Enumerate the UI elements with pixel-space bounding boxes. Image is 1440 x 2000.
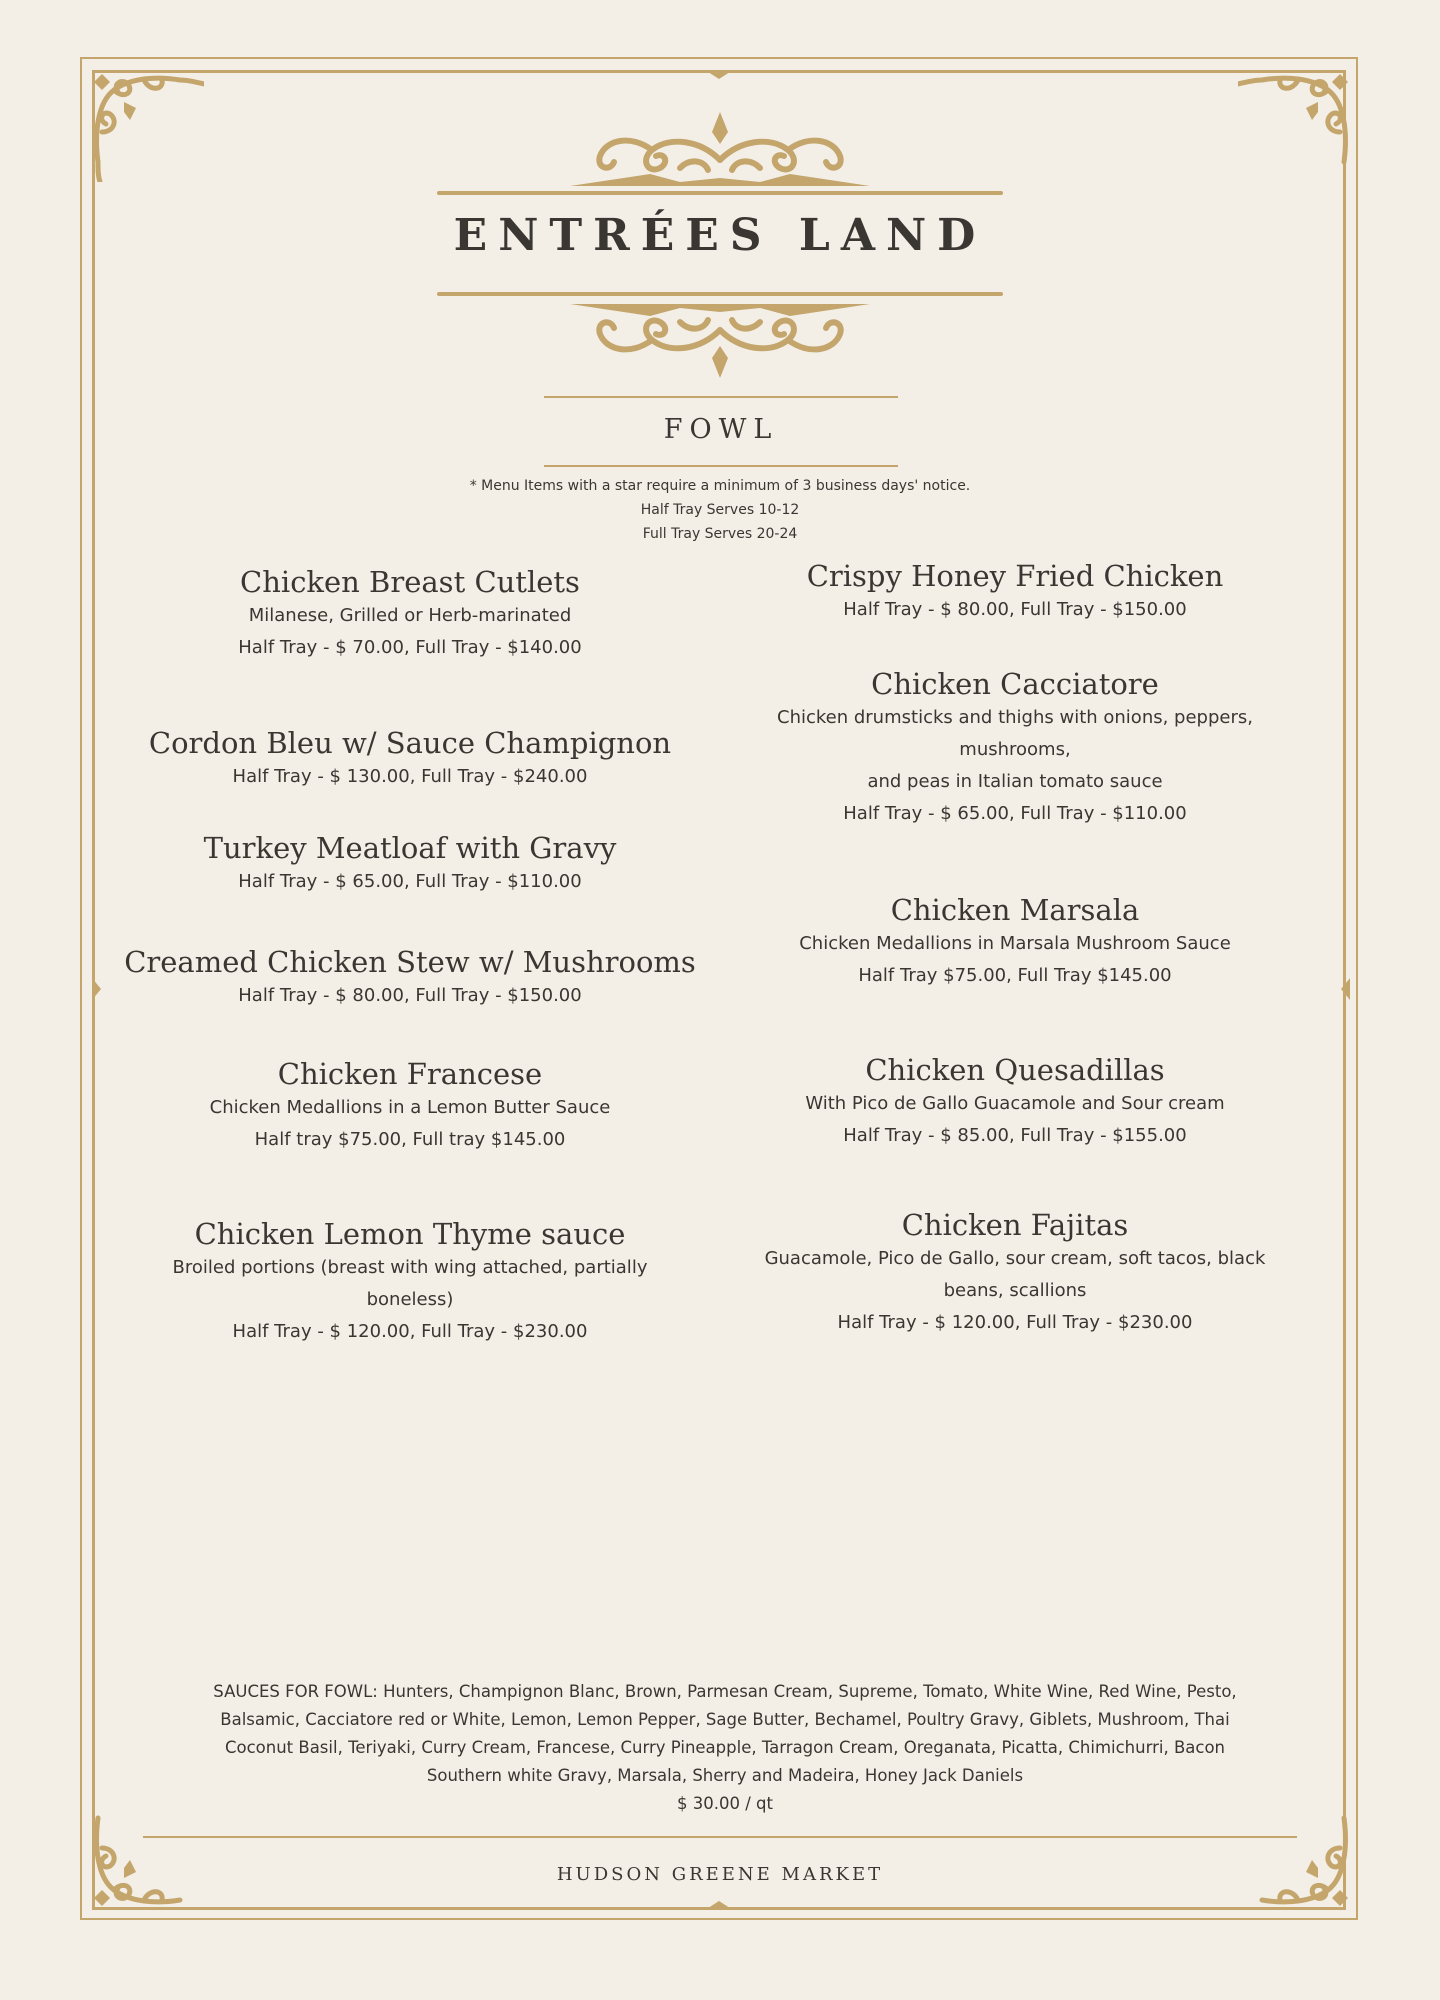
item-price: Half Tray - $ 65.00, Full Tray - $110.00: [843, 803, 1187, 824]
item-price: Half tray $75.00, Full tray $145.00: [254, 1129, 566, 1150]
page-title: ENTRÉES LAND: [453, 210, 987, 261]
corner-flourish-icon: [1238, 62, 1358, 182]
sauces-line: Balsamic, Cacciatore red or White, Lemon, Lemon Pepper, Sage Butter, Bechamel, Poultry Gravy, Giblets, Mushroom, Thai: [220, 1710, 1230, 1729]
item-price: Half Tray - $ 120.00, Full Tray - $230.00: [232, 1321, 588, 1342]
item-price: Half Tray $75.00, Full Tray $145.00: [858, 965, 1172, 986]
item-description: Chicken Medallions in Marsala Mushroom Sauce: [799, 933, 1231, 954]
section-divider: [544, 465, 898, 467]
item-name: Chicken Fajitas: [901, 1208, 1129, 1242]
item-description: and peas in Italian tomato sauce: [867, 771, 1163, 792]
sauces-line: SAUCES FOR FOWL: Hunters, Champignon Blanc, Brown, Parmesan Cream, Supreme, Tomato, White Wine, Red Wine, Pesto,: [213, 1682, 1237, 1701]
star-notice: * Menu Items with a star require a minimum of 3 business days' notice.: [469, 478, 971, 494]
item-description: Milanese, Grilled or Herb-marinated: [248, 605, 572, 626]
half-tray-serving: Half Tray Serves 10-12: [640, 502, 800, 518]
menu-item: [720, 1207, 1310, 1339]
item-name: Chicken Breast Cutlets: [240, 565, 580, 599]
section-heading: [544, 396, 898, 468]
title-ornament-icon: [540, 110, 900, 190]
item-price: Half Tray - $ 65.00, Full Tray - $110.00: [238, 871, 582, 892]
title-divider: [437, 292, 1003, 296]
menu-item: [120, 944, 700, 1012]
item-description: Chicken Medallions in a Lemon Butter Sauce: [209, 1097, 611, 1118]
sauces-line: Southern white Gravy, Marsala, Sherry and Madeira, Honey Jack Daniels: [426, 1766, 1024, 1785]
item-name: Crispy Honey Fried Chicken: [806, 559, 1224, 593]
menu-item: [720, 1052, 1310, 1152]
item-price: Half Tray - $ 120.00, Full Tray - $230.00: [837, 1312, 1193, 1333]
menu-item: [720, 558, 1310, 626]
item-name: Chicken Cacciatore: [871, 667, 1159, 701]
brand-name: HUDSON GREENE MARKET: [556, 1864, 884, 1885]
sauces-list: [175, 1678, 1275, 1818]
item-price: Half Tray - $ 80.00, Full Tray - $150.00: [238, 985, 582, 1006]
menu-item: [120, 830, 700, 898]
item-description: Chicken drumsticks and thighs with onions, peppers,: [777, 707, 1253, 728]
section-notes: [300, 474, 1140, 546]
item-name: Chicken Lemon Thyme sauce: [194, 1217, 626, 1251]
menu-item: [720, 666, 1310, 830]
footer-divider: [143, 1836, 1297, 1838]
sauces-price: $ 30.00 / qt: [677, 1794, 773, 1813]
section-title: FOWL: [663, 414, 779, 445]
menu-item: [120, 1216, 700, 1348]
item-price: Half Tray - $ 70.00, Full Tray - $140.00: [238, 637, 582, 658]
corner-flourish-icon: [84, 62, 204, 182]
item-name: Chicken Francese: [277, 1057, 543, 1091]
item-name: Chicken Quesadillas: [865, 1053, 1165, 1087]
item-description: With Pico de Gallo Guacamole and Sour cream: [805, 1093, 1225, 1114]
item-description: mushrooms,: [959, 739, 1071, 760]
full-tray-serving: Full Tray Serves 20-24: [642, 526, 798, 542]
menu-item: [720, 892, 1310, 992]
item-price: Half Tray - $ 80.00, Full Tray - $150.00: [843, 599, 1187, 620]
menu-item: [120, 725, 700, 793]
item-description: beans, scallions: [943, 1280, 1087, 1301]
border-notch-icon: [705, 1900, 733, 1910]
item-price: Half Tray - $ 130.00, Full Tray - $240.00: [232, 766, 588, 787]
menu-item: [120, 1056, 700, 1156]
title-divider: [437, 191, 1003, 195]
item-description: boneless): [366, 1289, 454, 1310]
border-notch-icon: [705, 70, 733, 80]
section-divider: [544, 396, 898, 398]
title-ornament-icon: [540, 300, 900, 380]
item-name: Cordon Bleu w/ Sauce Champignon: [148, 726, 672, 760]
border-notch-icon: [92, 978, 102, 1000]
sauces-line: Coconut Basil, Teriyaki, Curry Cream, Francese, Curry Pineapple, Tarragon Cream, Oreganata, Picatta, Chimichurri, Bacon: [224, 1738, 1226, 1757]
item-name: Turkey Meatloaf with Gravy: [203, 831, 617, 865]
item-price: Half Tray - $ 85.00, Full Tray - $155.00: [843, 1125, 1187, 1146]
border-notch-icon: [1340, 978, 1350, 1000]
item-name: Creamed Chicken Stew w/ Mushrooms: [124, 945, 696, 979]
title-block: [437, 110, 1003, 380]
menu-item: [120, 564, 700, 664]
item-description: Guacamole, Pico de Gallo, sour cream, soft tacos, black: [764, 1248, 1266, 1269]
item-name: Chicken Marsala: [890, 893, 1140, 927]
item-description: Broiled portions (breast with wing attached, partially: [172, 1257, 648, 1278]
